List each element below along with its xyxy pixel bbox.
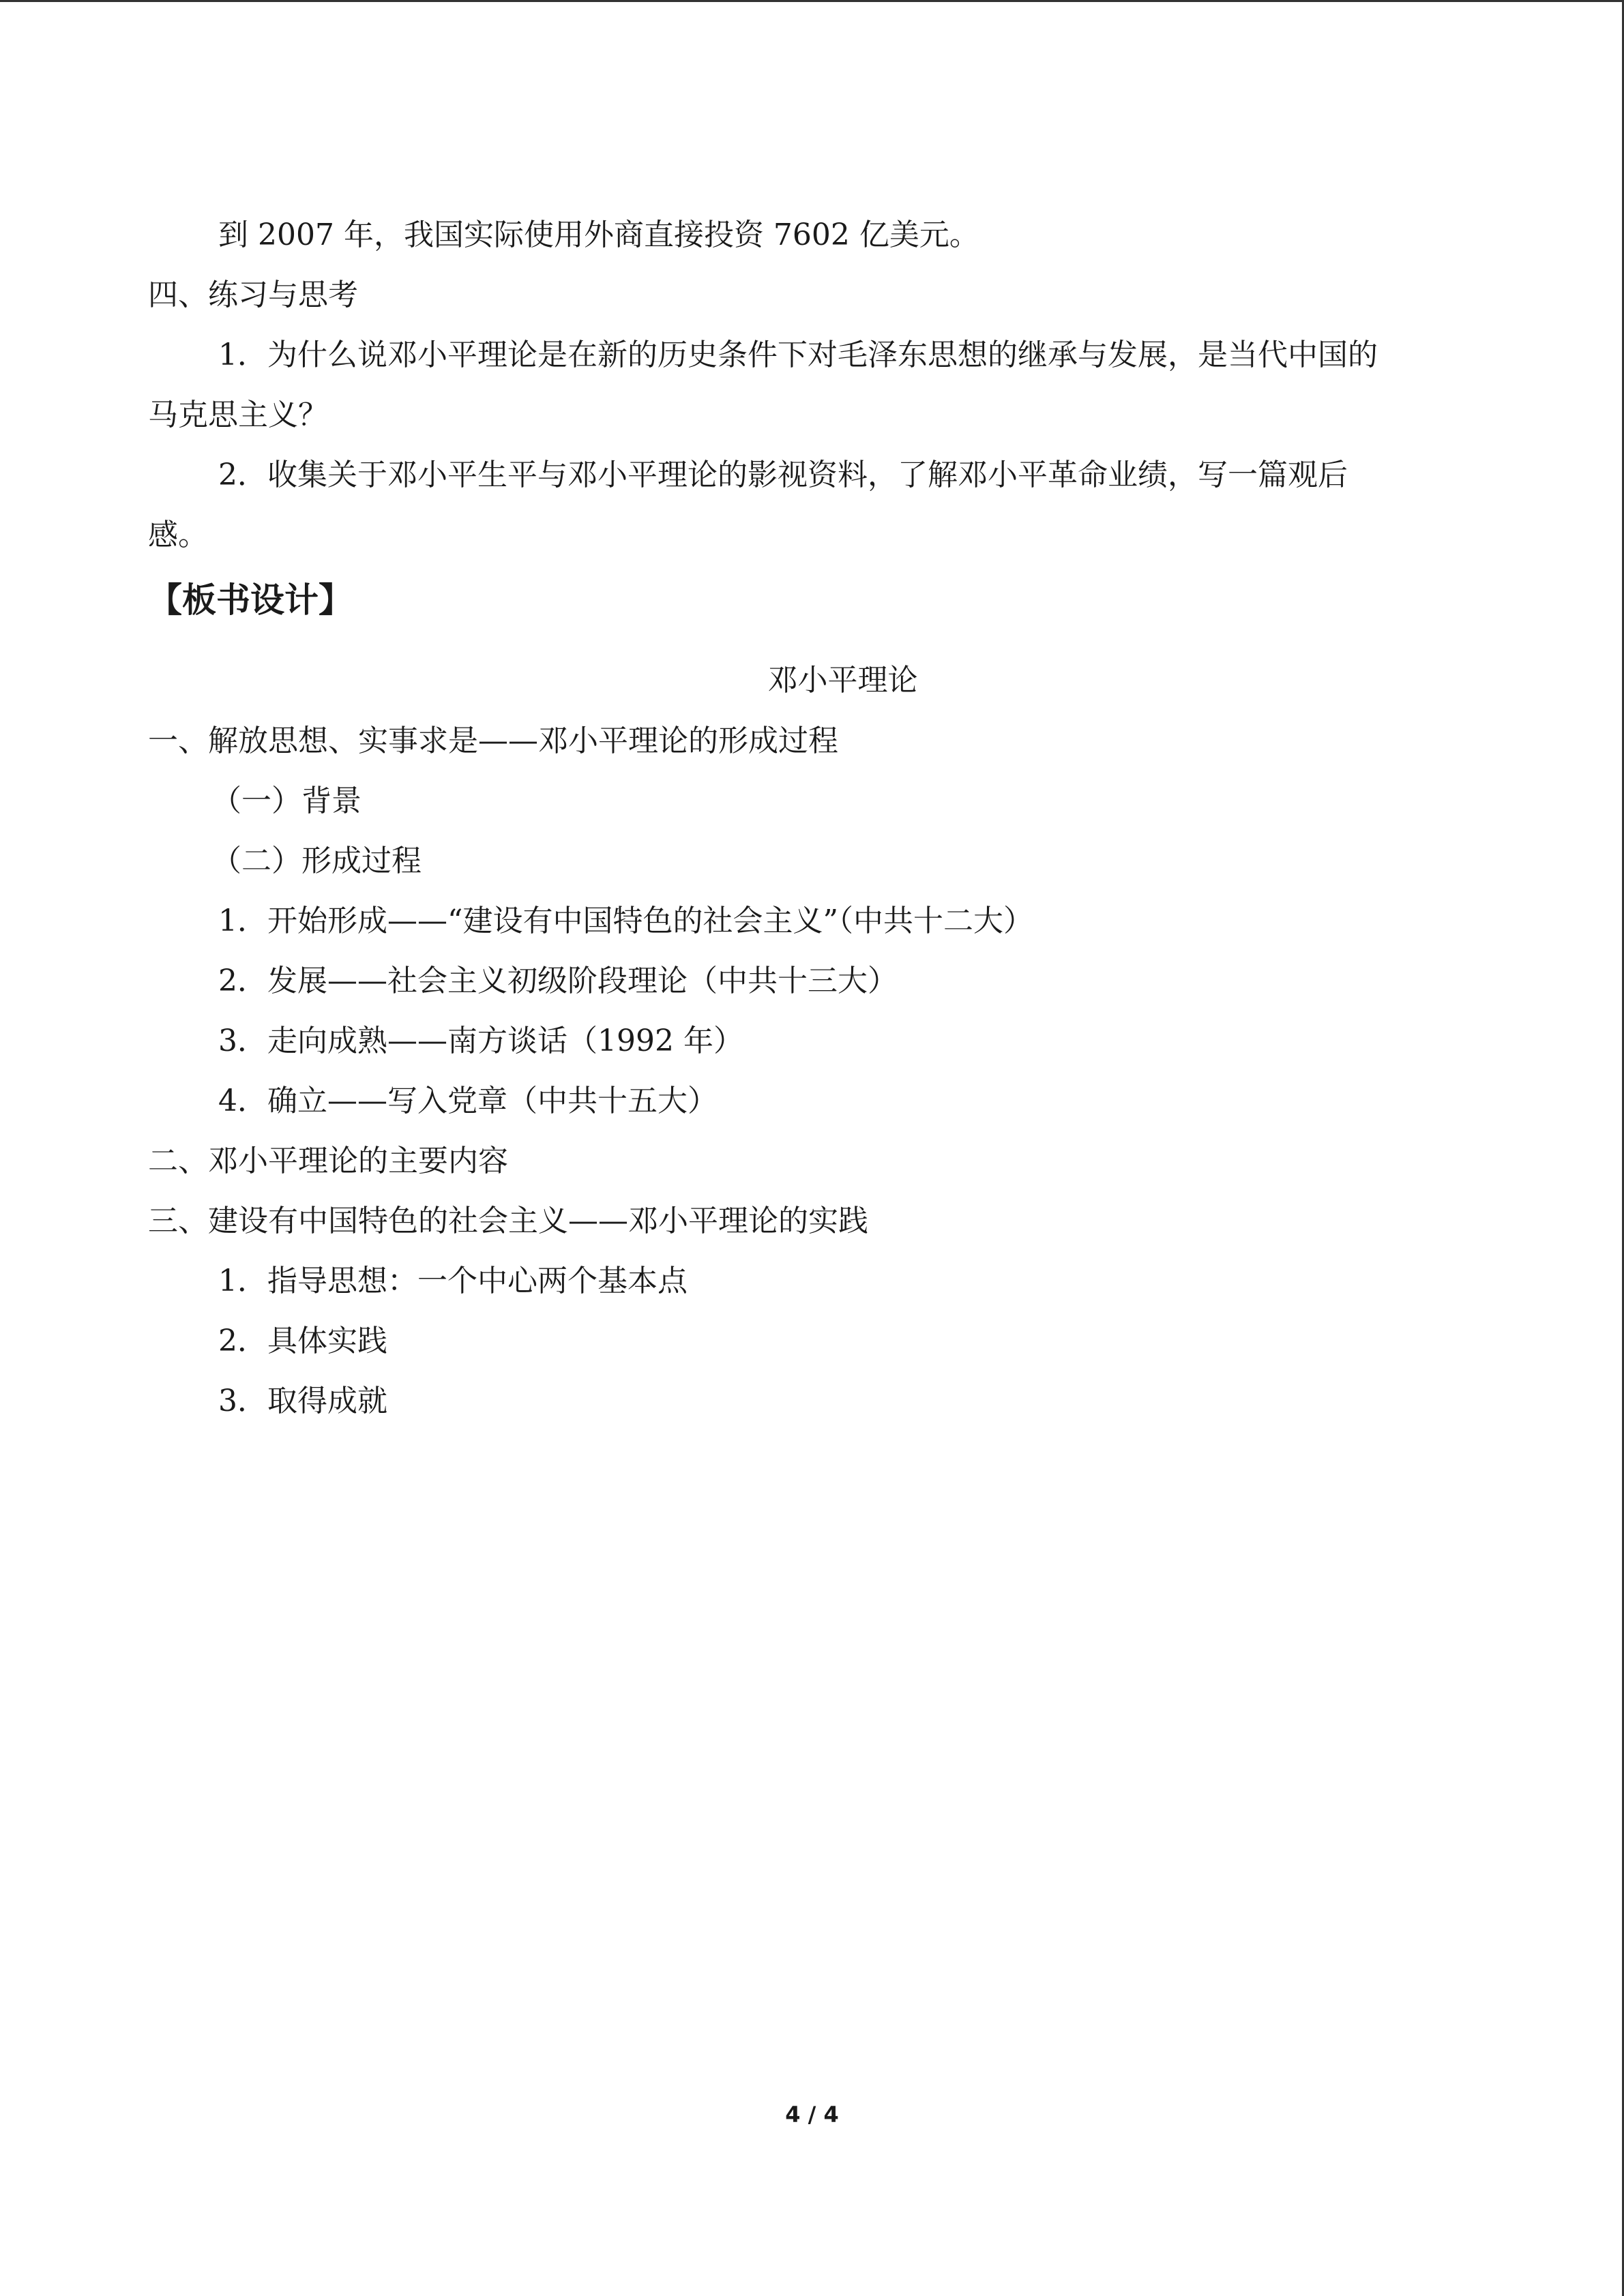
board-item-12: 3．取得成就 — [218, 1384, 387, 1418]
board-item-2: （一）背景 — [211, 784, 361, 818]
practice-heading: 四、练习与思考 — [148, 278, 358, 312]
question-1-line-2: 马克思主义？ — [148, 398, 328, 432]
top-border — [0, 0, 1624, 2]
board-item-10: 1．指导思想：一个中心两个基本点 — [218, 1264, 688, 1298]
board-item-4: 1．开始形成——“建设有中国特色的社会主义”（中共十二大） — [218, 904, 1033, 938]
question-1-line-1: 1．为什么说邓小平理论是在新的历史条件下对毛泽东思想的继承与发展，是当代中国的 — [218, 338, 1378, 372]
board-design-heading: 【板书设计】 — [148, 580, 353, 620]
board-item-5: 2．发展——社会主义初级阶段理论（中共十三大） — [218, 964, 898, 998]
board-item-9: 三、建设有中国特色的社会主义——邓小平理论的实践 — [148, 1204, 868, 1238]
board-item-11: 2．具体实践 — [218, 1324, 387, 1358]
board-title: 邓小平理论 — [767, 663, 918, 698]
board-item-1: 一、解放思想、实事求是——邓小平理论的形成过程 — [148, 724, 838, 758]
question-2-line-2: 感。 — [148, 518, 208, 552]
board-item-6: 3．走向成熟——南方谈话（1992 年） — [218, 1024, 743, 1058]
board-item-8: 二、邓小平理论的主要内容 — [148, 1144, 508, 1178]
question-2-line-1: 2．收集关于邓小平生平与邓小平理论的影视资料，了解邓小平革命业绩，写一篇观后 — [218, 458, 1348, 492]
intro-line: 到 2007 年，我国实际使用外商直接投资 7602 亿美元。 — [218, 218, 979, 252]
board-item-7: 4．确立——写入党章（中共十五大） — [218, 1084, 718, 1118]
board-item-3: （二）形成过程 — [211, 844, 422, 878]
page-number: 4 / 4 — [785, 2102, 839, 2128]
